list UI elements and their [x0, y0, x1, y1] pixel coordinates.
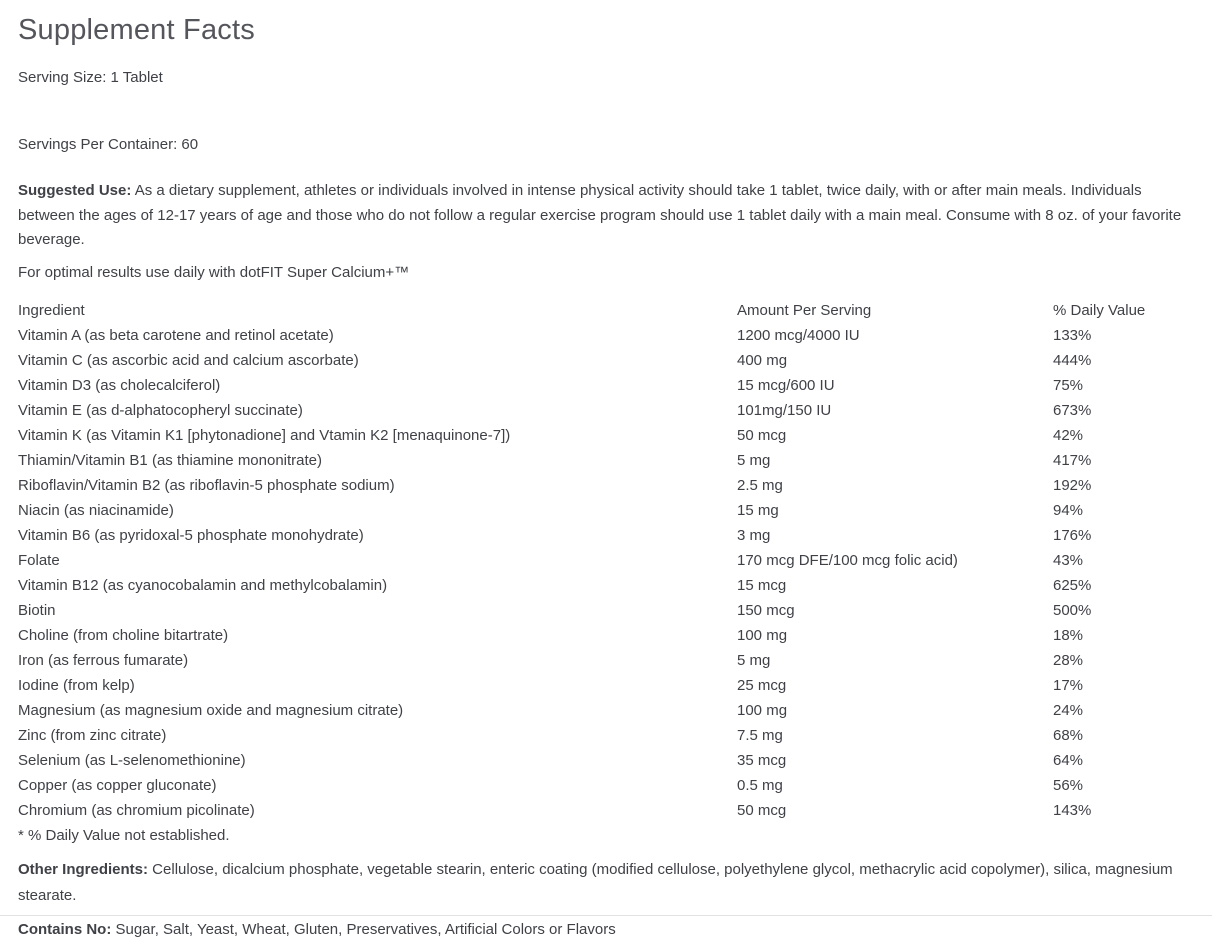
cell-ingredient: Vitamin B6 (as pyridoxal-5 phosphate monohydrate) — [18, 526, 364, 544]
table-row — [18, 448, 1194, 473]
cell-daily-value: 64% — [1053, 751, 1084, 769]
header-ingredient: Ingredient — [18, 301, 85, 319]
table-row — [18, 423, 1194, 448]
cell-amount: 2.5 mg — [737, 476, 783, 494]
cell-ingredient: Folate — [18, 551, 60, 569]
table-row — [18, 698, 1194, 723]
cell-amount: 400 mg — [737, 351, 788, 369]
cell-ingredient: Zinc (from zinc citrate) — [18, 726, 167, 744]
cell-daily-value: 17% — [1053, 676, 1084, 694]
table-row — [18, 673, 1194, 698]
table-row — [18, 648, 1194, 673]
cell-amount: 15 mcg/600 IU — [737, 376, 835, 394]
contains-no — [18, 917, 1194, 943]
table-row — [18, 623, 1194, 648]
other-ingredients-text: Cellulose, dicalcium phosphate, vegetable stearin, enteric coating (modified cellulose, polyethylene glycol, methacrylic acid copolymer), silica, magnesium stearate. — [18, 860, 1173, 904]
table-row — [18, 773, 1194, 798]
contains-no-label: Contains No: — [18, 920, 112, 938]
table-header-row — [18, 298, 1194, 323]
cell-daily-value: 75% — [1053, 376, 1084, 394]
cell-ingredient: Iodine (from kelp) — [18, 676, 135, 694]
cell-amount: 7.5 mg — [737, 726, 783, 744]
cell-ingredient: Vitamin K (as Vitamin K1 [phytonadione] and Vtamin K2 [menaquinone-7]) — [18, 426, 511, 444]
cell-ingredient: Selenium (as L-selenomethionine) — [18, 751, 246, 769]
cell-daily-value: 133% — [1053, 326, 1092, 344]
page-title: Supplement Facts — [18, 14, 255, 46]
cell-daily-value: 673% — [1053, 401, 1092, 419]
table-row — [18, 798, 1194, 823]
cell-daily-value: 444% — [1053, 351, 1092, 369]
cell-amount: 50 mcg — [737, 426, 787, 444]
cell-daily-value: 192% — [1053, 476, 1092, 494]
cell-ingredient: Vitamin B12 (as cyanocobalamin and methylcobalamin) — [18, 576, 388, 594]
table-row — [18, 598, 1194, 623]
cell-ingredient: Magnesium (as magnesium oxide and magnesium citrate) — [18, 701, 404, 719]
cell-ingredient: Choline (from choline bitartrate) — [18, 626, 229, 644]
cell-amount: 101mg/150 IU — [737, 401, 832, 419]
ingredient-table-body — [18, 323, 1194, 823]
cell-ingredient: Vitamin A (as beta carotene and retinol acetate) — [18, 326, 334, 344]
table-row — [18, 323, 1194, 348]
daily-value-footnote: * % Daily Value not established. — [18, 826, 230, 844]
table-row — [18, 348, 1194, 373]
other-ingredients-label: Other Ingredients: — [18, 860, 149, 878]
table-row — [18, 723, 1194, 748]
cell-daily-value: 625% — [1053, 576, 1092, 594]
cell-amount: 150 mcg — [737, 601, 795, 619]
cell-amount: 0.5 mg — [737, 776, 783, 794]
cell-amount: 170 mcg DFE/100 mcg folic acid) — [737, 551, 958, 569]
cell-ingredient: Niacin (as niacinamide) — [18, 501, 174, 519]
table-row — [18, 398, 1194, 423]
cell-amount: 50 mcg — [737, 801, 787, 819]
table-row — [18, 473, 1194, 498]
cell-ingredient: Copper (as copper gluconate) — [18, 776, 217, 794]
cell-amount: 15 mg — [737, 501, 779, 519]
serving-size: Serving Size: 1 Tablet — [18, 69, 163, 86]
cell-ingredient: Biotin — [18, 601, 56, 619]
cell-daily-value: 500% — [1053, 601, 1092, 619]
cell-daily-value: 68% — [1053, 726, 1084, 744]
cell-amount: 35 mcg — [737, 751, 787, 769]
cell-daily-value: 176% — [1053, 526, 1092, 544]
optimal-results-note: For optimal results use daily with dotFIT Super Calcium+™ — [18, 263, 410, 281]
table-row — [18, 573, 1194, 598]
ingredient-table — [18, 298, 1194, 848]
table-row — [18, 498, 1194, 523]
cell-daily-value: 43% — [1053, 551, 1084, 569]
cell-daily-value: 94% — [1053, 501, 1084, 519]
servings-per-container: Servings Per Container: 60 — [18, 136, 199, 153]
table-row — [18, 373, 1194, 398]
cell-daily-value: 143% — [1053, 801, 1092, 819]
cell-daily-value: 24% — [1053, 701, 1084, 719]
cell-daily-value: 18% — [1053, 626, 1084, 644]
table-row — [18, 748, 1194, 773]
cell-daily-value: 56% — [1053, 776, 1084, 794]
cell-daily-value: 42% — [1053, 426, 1084, 444]
cell-amount: 100 mg — [737, 626, 788, 644]
header-amount-per-serving: Amount Per Serving — [737, 301, 872, 319]
contains-no-text: Sugar, Salt, Yeast, Wheat, Gluten, Preservatives, Artificial Colors or Flavors — [111, 920, 616, 938]
cell-ingredient: Vitamin C (as ascorbic acid and calcium ascorbate) — [18, 351, 359, 369]
table-row — [18, 548, 1194, 573]
suggested-use-label: Suggested Use: — [18, 182, 132, 199]
other-ingredients — [18, 857, 1194, 909]
cell-amount: 3 mg — [737, 526, 771, 544]
cell-ingredient: Riboflavin/Vitamin B2 (as riboflavin-5 phosphate sodium) — [18, 476, 395, 494]
cell-daily-value: 28% — [1053, 651, 1084, 669]
cell-amount: 15 mcg — [737, 576, 787, 594]
cell-ingredient: Thiamin/Vitamin B1 (as thiamine mononitrate) — [18, 451, 323, 469]
cell-ingredient: Vitamin E (as d-alphatocopheryl succinate) — [18, 401, 303, 419]
cell-amount: 5 mg — [737, 651, 771, 669]
header-daily-value: % Daily Value — [1053, 301, 1146, 319]
cell-ingredient: Iron (as ferrous fumarate) — [18, 651, 189, 669]
suggested-use-text: As a dietary supplement, athletes or individuals involved in intense physical activity should take 1 tablet, twice daily, with or after main meals. Individuals between the ages of 12-17 years of age and those who do not follow a regular exercise program should use 1 tablet daily with a main meal. Consume with 8 oz. of your favorite beverage. — [18, 182, 1182, 248]
table-row — [18, 523, 1194, 548]
cell-ingredient: Chromium (as chromium picolinate) — [18, 801, 255, 819]
cell-ingredient: Vitamin D3 (as cholecalciferol) — [18, 376, 221, 394]
cell-daily-value: 417% — [1053, 451, 1092, 469]
cell-amount: 1200 mcg/4000 IU — [737, 326, 860, 344]
cell-amount: 25 mcg — [737, 676, 787, 694]
cell-amount: 100 mg — [737, 701, 788, 719]
cell-amount: 5 mg — [737, 451, 771, 469]
suggested-use — [18, 179, 1194, 253]
